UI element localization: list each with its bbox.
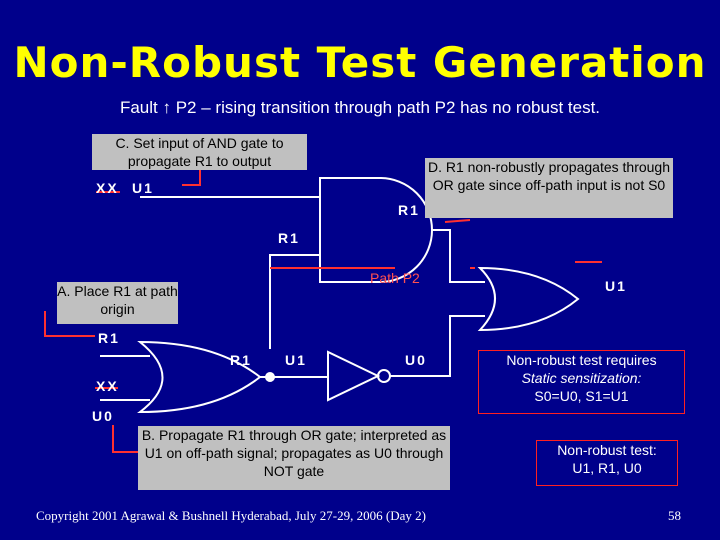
note-d: D. R1 non-robustly propagates through OR gate since off-path input is not S0: [425, 158, 673, 218]
wire-and-bottom-input: [270, 255, 320, 349]
fanout-dot: [265, 372, 275, 382]
or-gate-right: [480, 268, 578, 330]
note-b: B. Propagate R1 through OR gate; interpreted as U1 on off-path signal; propagates as U0 through NOT gate: [138, 426, 450, 490]
label-u1-top: U1: [132, 180, 154, 196]
label-xx-top: XX: [96, 180, 119, 196]
requires-line3: S0=U0, S1=U1: [534, 388, 629, 404]
note-a: A. Place R1 at path origin: [57, 282, 178, 324]
arrow-d: [445, 220, 470, 222]
label-u1-after-or: U1: [285, 352, 307, 368]
note-requires: [478, 350, 685, 414]
not-gate: [328, 352, 378, 400]
wire-and-out: [432, 230, 485, 282]
label-xx-left: XX: [96, 378, 119, 394]
test-line1: Non-robust test:: [557, 442, 657, 458]
test-line2: U1, R1, U0: [572, 460, 642, 476]
requires-line1: Non-robust test requires: [506, 352, 657, 368]
label-u0-left: U0: [92, 408, 114, 424]
note-c: C. Set input of AND gate to propagate R1 to output: [92, 134, 307, 170]
label-u0-not: U0: [405, 352, 427, 368]
slide-title: Non-Robust Test Generation: [13, 38, 707, 87]
note-test: [536, 440, 678, 486]
label-u1-out: U1: [605, 278, 627, 294]
label-r1-and-in: R1: [398, 202, 420, 218]
page-number: 58: [668, 508, 681, 523]
footer-copyright: Copyright 2001 Agrawal & Bushnell Hyderabad, July 27-29, 2006 (Day 2): [36, 508, 426, 523]
arrow-b-wire: [113, 425, 140, 452]
and-gate: [320, 178, 432, 282]
slide-subtitle: Fault ↑ P2 – rising transition through path P2 has no robust test.: [119, 98, 601, 117]
requires-line2: Static sensitization:: [521, 370, 642, 386]
arrow-c: [182, 168, 200, 185]
label-path-p2: Path P2: [370, 270, 420, 286]
label-r1-mid: R1: [278, 230, 300, 246]
label-r1-left: R1: [98, 330, 120, 346]
label-r1-after-or: R1: [230, 352, 252, 368]
